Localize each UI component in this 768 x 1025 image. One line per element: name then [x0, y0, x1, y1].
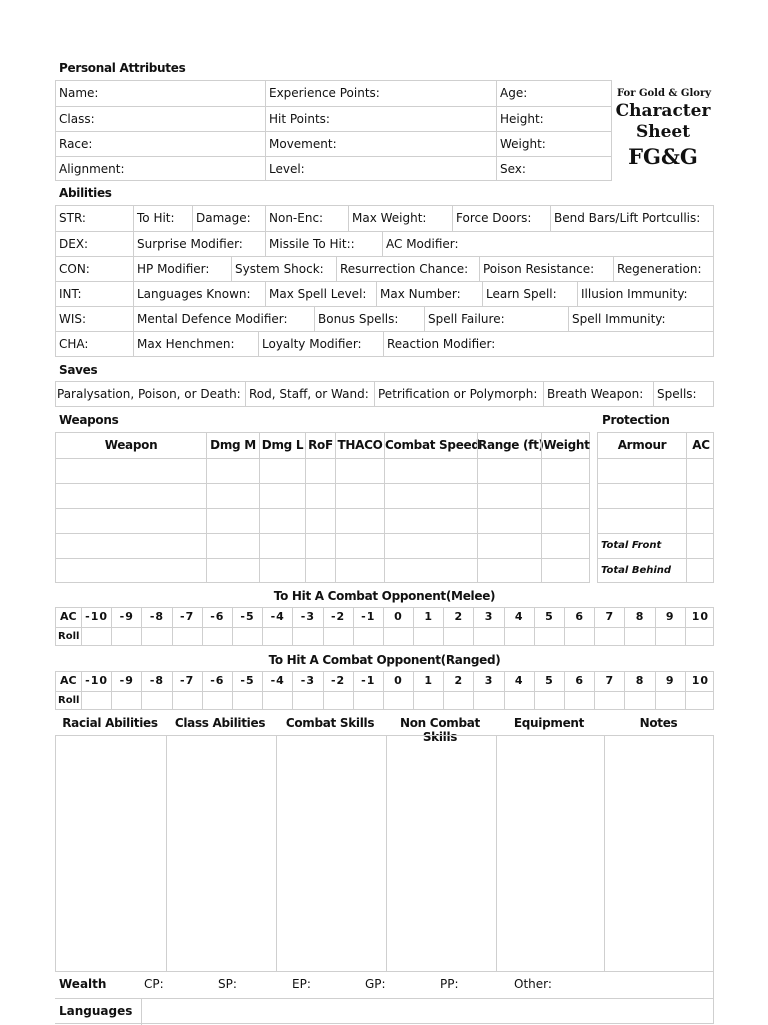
melee-to-hit-table: [55, 607, 714, 646]
ranged-ac-value: 9: [655, 672, 685, 691]
alignment-field[interactable]: Alignment:: [59, 162, 125, 176]
melee-ac-value: -7: [172, 608, 202, 627]
ranged-ac-value: 4: [504, 672, 534, 691]
ranged-ac-value: -8: [141, 672, 171, 691]
melee-ac-value: -3: [292, 608, 322, 627]
con-poison-resistance-field[interactable]: Poison Resistance:: [479, 257, 613, 281]
str-damage-field[interactable]: Damage:: [192, 206, 265, 231]
notes-header: Notes: [639, 716, 678, 730]
ranged-roll-cell[interactable]: [141, 692, 171, 710]
melee-ac-value: -10: [81, 608, 111, 627]
dex-missile-field[interactable]: Missile To Hit::: [265, 232, 382, 256]
ability-row-int: [56, 281, 713, 306]
languages-field[interactable]: [141, 999, 714, 1025]
melee-ac-value: 4: [504, 608, 534, 627]
dex-ac-modifier-field[interactable]: AC Modifier:: [382, 232, 715, 256]
combat-skills-area[interactable]: [276, 736, 386, 971]
ranged-roll-cell[interactable]: [383, 692, 413, 710]
saves-row: [56, 382, 713, 407]
weapon-row[interactable]: [56, 533, 589, 558]
non-combat-skills-header: Non Combat Skills: [400, 716, 480, 744]
wis-spell-immunity-field[interactable]: Spell Immunity:: [568, 307, 715, 331]
ranged-ac-value: -4: [262, 672, 292, 691]
melee-roll-cell[interactable]: [323, 628, 353, 646]
melee-roll-cell[interactable]: [383, 628, 413, 646]
rof-column-header: RoF: [305, 433, 335, 458]
ranged-roll-row: [56, 691, 713, 710]
personal-row: [56, 81, 611, 106]
equipment-area[interactable]: [496, 736, 604, 971]
notes-column-headers: [55, 716, 714, 744]
sheet-title-line2: Sheet: [635, 122, 691, 142]
int-languages-field[interactable]: Languages Known:: [133, 282, 265, 306]
cp-field[interactable]: CP:: [144, 977, 164, 991]
wis-mental-defence-field[interactable]: Mental Defence Modifier:: [133, 307, 314, 331]
melee-roll-cell[interactable]: [473, 628, 503, 646]
ranged-ac-value: 1: [413, 672, 443, 691]
sex-field[interactable]: Sex:: [496, 157, 613, 181]
ranged-roll-cell[interactable]: [232, 692, 262, 710]
ranged-roll-cell[interactable]: [202, 692, 232, 710]
gp-field[interactable]: GP:: [365, 977, 386, 991]
dex-surprise-field[interactable]: Surprise Modifier:: [133, 232, 265, 256]
melee-roll-cell[interactable]: [172, 628, 202, 646]
ranged-ac-row: [56, 672, 713, 691]
con-hp-modifier-field[interactable]: HP Modifier:: [133, 257, 231, 281]
ranged-roll-cell[interactable]: [504, 692, 534, 710]
melee-ac-value: -1: [353, 608, 383, 627]
armour-row[interactable]: [598, 483, 713, 508]
thaco-column-header: THACO: [335, 433, 384, 458]
movement-field[interactable]: Movement:: [265, 132, 496, 156]
ranged-roll-cell[interactable]: [624, 692, 654, 710]
ranged-roll-cell[interactable]: [413, 692, 443, 710]
melee-roll-cell[interactable]: [232, 628, 262, 646]
ranged-roll-cell[interactable]: [443, 692, 473, 710]
con-system-shock-field[interactable]: System Shock:: [231, 257, 336, 281]
melee-roll-cell[interactable]: [353, 628, 383, 646]
weapons-heading: Weapons: [59, 413, 119, 427]
ranged-ac-value: -9: [111, 672, 141, 691]
str-non-enc-field[interactable]: Non-Enc:: [265, 206, 348, 231]
melee-ac-value: 10: [685, 608, 715, 627]
str-to-hit-field[interactable]: To Hit:: [133, 206, 192, 231]
melee-roll-cell[interactable]: [443, 628, 473, 646]
ranged-ac-value: 7: [594, 672, 624, 691]
ranged-roll-cell[interactable]: [655, 692, 685, 710]
ranged-ac-value: 5: [534, 672, 564, 691]
melee-ac-label: AC: [60, 610, 77, 623]
personal-row: [56, 131, 611, 156]
sheet-subtitle: For Gold & Glory: [616, 88, 712, 99]
melee-ac-value: 8: [624, 608, 654, 627]
melee-ac-value: -5: [232, 608, 262, 627]
notes-area[interactable]: [604, 736, 715, 971]
ranged-roll-cell[interactable]: [594, 692, 624, 710]
cha-reaction-field[interactable]: Reaction Modifier:: [383, 332, 715, 356]
class-abilities-area[interactable]: [166, 736, 276, 971]
melee-ac-value: 5: [534, 608, 564, 627]
ability-row-dex: [56, 231, 713, 256]
ranged-ac-value: -10: [81, 672, 111, 691]
ability-row-str: [56, 206, 713, 231]
str-force-doors-field[interactable]: Force Doors:: [452, 206, 550, 231]
melee-roll-cell[interactable]: [292, 628, 322, 646]
height-field[interactable]: Height:: [496, 107, 613, 131]
ranged-ac-value: -6: [202, 672, 232, 691]
melee-ac-value: 7: [594, 608, 624, 627]
int-max-number-field[interactable]: Max Number:: [376, 282, 482, 306]
age-field[interactable]: Age:: [496, 81, 613, 106]
melee-ac-row: [56, 608, 713, 627]
personal-attributes-heading: Personal Attributes: [59, 61, 186, 75]
class-abilities-header: Class Abilities: [174, 716, 266, 730]
melee-roll-cell[interactable]: [111, 628, 141, 646]
dmg-m-column-header: Dmg M: [206, 433, 259, 458]
melee-roll-cell[interactable]: [141, 628, 171, 646]
wealth-languages-table: [55, 971, 714, 1024]
ability-row-con: [56, 256, 713, 281]
save-spells-field[interactable]: Spells:: [653, 382, 715, 407]
melee-ac-value: -9: [111, 608, 141, 627]
save-rod-staff-wand-field[interactable]: Rod, Staff, or Wand:: [245, 382, 374, 407]
ranged-roll-label: Roll: [58, 695, 80, 706]
weapon-column-header: Weapon: [104, 438, 158, 452]
weapons-table: [55, 432, 590, 583]
saves-heading: Saves: [59, 363, 98, 377]
total-front-row[interactable]: [598, 533, 713, 558]
ranged-ac-value: -7: [172, 672, 202, 691]
melee-roll-label: Roll: [58, 631, 80, 642]
ac-column-header: AC: [686, 433, 715, 458]
melee-to-hit-heading: To Hit A Combat Opponent(Melee): [273, 589, 496, 603]
ranged-roll-cell[interactable]: [534, 692, 564, 710]
cha-loyalty-field[interactable]: Loyalty Modifier:: [258, 332, 383, 356]
melee-roll-cell[interactable]: [534, 628, 564, 646]
armour-column-header: Armour: [617, 438, 667, 452]
experience-points-field[interactable]: Experience Points:: [265, 81, 496, 106]
wealth-row: [55, 972, 713, 998]
dex-field[interactable]: DEX:: [59, 237, 89, 251]
racial-abilities-area[interactable]: [56, 736, 166, 971]
ranged-ac-label: AC: [60, 674, 77, 687]
ranged-ac-value: 6: [564, 672, 594, 691]
melee-ac-value: -4: [262, 608, 292, 627]
weapon-row[interactable]: [56, 483, 589, 508]
con-regeneration-field[interactable]: Regeneration:: [613, 257, 715, 281]
ranged-roll-cell[interactable]: [323, 692, 353, 710]
ranged-roll-cell[interactable]: [262, 692, 292, 710]
melee-ac-value: -8: [141, 608, 171, 627]
dmg-l-column-header: Dmg L: [259, 433, 305, 458]
melee-ac-value: 6: [564, 608, 594, 627]
total-front-label: Total Front: [601, 540, 662, 551]
melee-roll-cell[interactable]: [262, 628, 292, 646]
melee-roll-cell[interactable]: [594, 628, 624, 646]
save-petrification-field[interactable]: Petrification or Polymorph:: [374, 382, 543, 407]
melee-ac-value: 2: [443, 608, 473, 627]
range-column-header: Range (ft): [477, 433, 541, 458]
languages-row: [55, 998, 713, 1025]
personal-row: [56, 106, 611, 131]
wis-spell-failure-field[interactable]: Spell Failure:: [424, 307, 568, 331]
name-field[interactable]: Name:: [59, 86, 99, 100]
pp-field[interactable]: PP:: [440, 977, 459, 991]
notes-columns-table: [55, 735, 714, 972]
ranged-roll-cell[interactable]: [353, 692, 383, 710]
ranged-roll-cell[interactable]: [473, 692, 503, 710]
melee-ac-value: 0: [383, 608, 413, 627]
saves-table: [55, 381, 714, 407]
melee-ac-value: 1: [413, 608, 443, 627]
sheet-title-line1: Character: [615, 101, 711, 121]
ranged-roll-cell[interactable]: [685, 692, 715, 710]
hit-points-field[interactable]: Hit Points:: [265, 107, 496, 131]
int-field[interactable]: INT:: [59, 287, 82, 301]
weapons-header-row: [56, 433, 589, 458]
melee-roll-cell[interactable]: [655, 628, 685, 646]
melee-roll-cell[interactable]: [202, 628, 232, 646]
melee-ac-value: -6: [202, 608, 232, 627]
non-combat-skills-area[interactable]: [386, 736, 496, 971]
save-breath-weapon-field[interactable]: Breath Weapon:: [543, 382, 653, 407]
con-field[interactable]: CON:: [59, 262, 90, 276]
melee-roll-cell[interactable]: [564, 628, 594, 646]
melee-ac-value: 3: [473, 608, 503, 627]
cha-max-henchmen-field[interactable]: Max Henchmen:: [133, 332, 258, 356]
cha-field[interactable]: CHA:: [59, 337, 89, 351]
ranged-ac-value: 0: [383, 672, 413, 691]
weight-field[interactable]: Weight:: [496, 132, 613, 156]
wis-field[interactable]: WIS:: [59, 312, 87, 326]
ranged-roll-cell[interactable]: [292, 692, 322, 710]
weapon-row[interactable]: [56, 508, 589, 533]
protection-header-row: [598, 433, 713, 458]
combat-skills-header: Combat Skills: [285, 716, 375, 730]
ranged-ac-value: -3: [292, 672, 322, 691]
ranged-ac-value: 10: [685, 672, 715, 691]
languages-label: Languages: [59, 1004, 133, 1018]
melee-roll-cell[interactable]: [685, 628, 715, 646]
int-illusion-immunity-field[interactable]: Illusion Immunity:: [577, 282, 715, 306]
armour-row[interactable]: [598, 458, 713, 483]
protection-heading: Protection: [602, 413, 670, 427]
ranged-roll-cell[interactable]: [111, 692, 141, 710]
ranged-roll-cell[interactable]: [172, 692, 202, 710]
ranged-ac-value: -2: [323, 672, 353, 691]
melee-ac-value: -2: [323, 608, 353, 627]
class-field[interactable]: Class:: [59, 112, 95, 126]
ranged-ac-value: -1: [353, 672, 383, 691]
melee-roll-cell[interactable]: [504, 628, 534, 646]
int-learn-spell-field[interactable]: Learn Spell:: [482, 282, 577, 306]
ep-field[interactable]: EP:: [292, 977, 311, 991]
abilities-table: [55, 205, 714, 357]
ranged-roll-cell[interactable]: [564, 692, 594, 710]
ranged-to-hit-table: [55, 671, 714, 710]
personal-row: [56, 156, 611, 181]
ranged-ac-value: 3: [473, 672, 503, 691]
ranged-roll-cell[interactable]: [81, 692, 111, 710]
armour-row[interactable]: [598, 508, 713, 533]
total-behind-label: Total Behind: [601, 565, 672, 576]
protection-table: [597, 432, 714, 583]
weapon-row[interactable]: [56, 458, 589, 483]
ability-row-wis: [56, 306, 713, 331]
equipment-header: Equipment: [513, 716, 585, 730]
level-field[interactable]: Level:: [265, 157, 496, 181]
melee-roll-cell[interactable]: [413, 628, 443, 646]
ranged-ac-value: 2: [443, 672, 473, 691]
int-max-spell-level-field[interactable]: Max Spell Level:: [265, 282, 376, 306]
melee-ac-value: 9: [655, 608, 685, 627]
wealth-label: Wealth: [59, 977, 107, 991]
ranged-ac-value: -5: [232, 672, 262, 691]
ability-row-cha: [56, 331, 713, 356]
total-behind-row[interactable]: [598, 558, 713, 583]
con-resurrection-field[interactable]: Resurrection Chance:: [336, 257, 479, 281]
personal-attributes-table: [55, 80, 612, 181]
racial-abilities-header: Racial Abilities: [62, 716, 158, 730]
race-field[interactable]: Race:: [59, 137, 93, 151]
str-bend-bars-field[interactable]: Bend Bars/Lift Portcullis:: [550, 206, 715, 231]
melee-roll-cell[interactable]: [81, 628, 111, 646]
wis-bonus-spells-field[interactable]: Bonus Spells:: [314, 307, 424, 331]
save-paralysation-field[interactable]: Paralysation, Poison, or Death:: [57, 387, 241, 401]
weapon-row[interactable]: [56, 558, 589, 583]
sheet-title-logo: FG&G: [628, 144, 698, 169]
melee-roll-cell[interactable]: [624, 628, 654, 646]
weight-column-header: Weight: [541, 433, 591, 458]
str-max-weight-field[interactable]: Max Weight:: [348, 206, 452, 231]
combat-speed-column-header: Combat Speed: [384, 433, 477, 458]
str-field[interactable]: STR:: [59, 211, 86, 225]
melee-roll-row: [56, 627, 713, 646]
ranged-to-hit-heading: To Hit A Combat Opponent(Ranged): [268, 653, 501, 667]
ranged-ac-value: 8: [624, 672, 654, 691]
sp-field[interactable]: SP:: [218, 977, 237, 991]
other-wealth-field[interactable]: Other:: [514, 977, 552, 991]
abilities-heading: Abilities: [59, 186, 112, 200]
